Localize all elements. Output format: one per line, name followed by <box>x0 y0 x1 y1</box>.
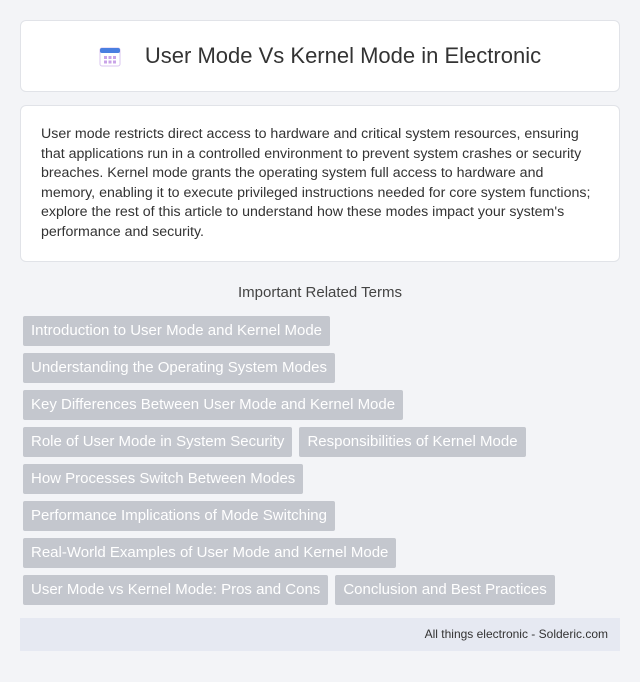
tag-performance-implications[interactable]: Performance Implications of Mode Switching <box>23 501 335 531</box>
tag-row <box>23 353 623 383</box>
tag-process-switching[interactable]: How Processes Switch Between Modes <box>23 464 303 494</box>
tag-row <box>23 538 623 568</box>
tag-row <box>23 427 623 457</box>
tag-real-world-examples[interactable]: Real-World Examples of User Mode and Kernel Mode <box>23 538 396 568</box>
tag-understanding-os-modes[interactable]: Understanding the Operating System Modes <box>23 353 335 383</box>
page-title: User Mode Vs Kernel Mode in Electronic <box>144 43 542 68</box>
title-card <box>20 20 620 92</box>
tag-row <box>23 390 623 420</box>
related-terms-list <box>23 316 623 612</box>
tag-row <box>23 464 623 494</box>
related-terms-heading: Important Related Terms <box>238 284 402 301</box>
tag-kernel-responsibilities[interactable]: Responsibilities of Kernel Mode <box>299 427 525 457</box>
description-text: User mode restricts direct access to hardware and critical system resources, ensuring that applications run in a controlled environment to prevent system crashes or security breaches. Kernel mode grants the operating system full access to hardware and memory, enabling it to execute privileged instructions needed for core system functions; explore the rest of this article to understand how these modes impact your system's performance and security. <box>41 126 591 240</box>
tag-conclusion[interactable]: Conclusion and Best Practices <box>335 575 554 605</box>
tag-introduction[interactable]: Introduction to User Mode and Kernel Mode <box>23 316 330 346</box>
tag-row <box>23 501 623 531</box>
footer-text: All things electronic - Solderic.com <box>424 627 608 641</box>
description-card <box>20 105 620 262</box>
calendar-icon <box>99 45 121 67</box>
tag-user-mode-security[interactable]: Role of User Mode in System Security <box>23 427 292 457</box>
tag-key-differences[interactable]: Key Differences Between User Mode and Kernel Mode <box>23 390 403 420</box>
footer <box>20 618 620 651</box>
tag-row <box>23 316 623 346</box>
tag-pros-and-cons[interactable]: User Mode vs Kernel Mode: Pros and Cons <box>23 575 328 605</box>
tag-row <box>23 575 623 605</box>
